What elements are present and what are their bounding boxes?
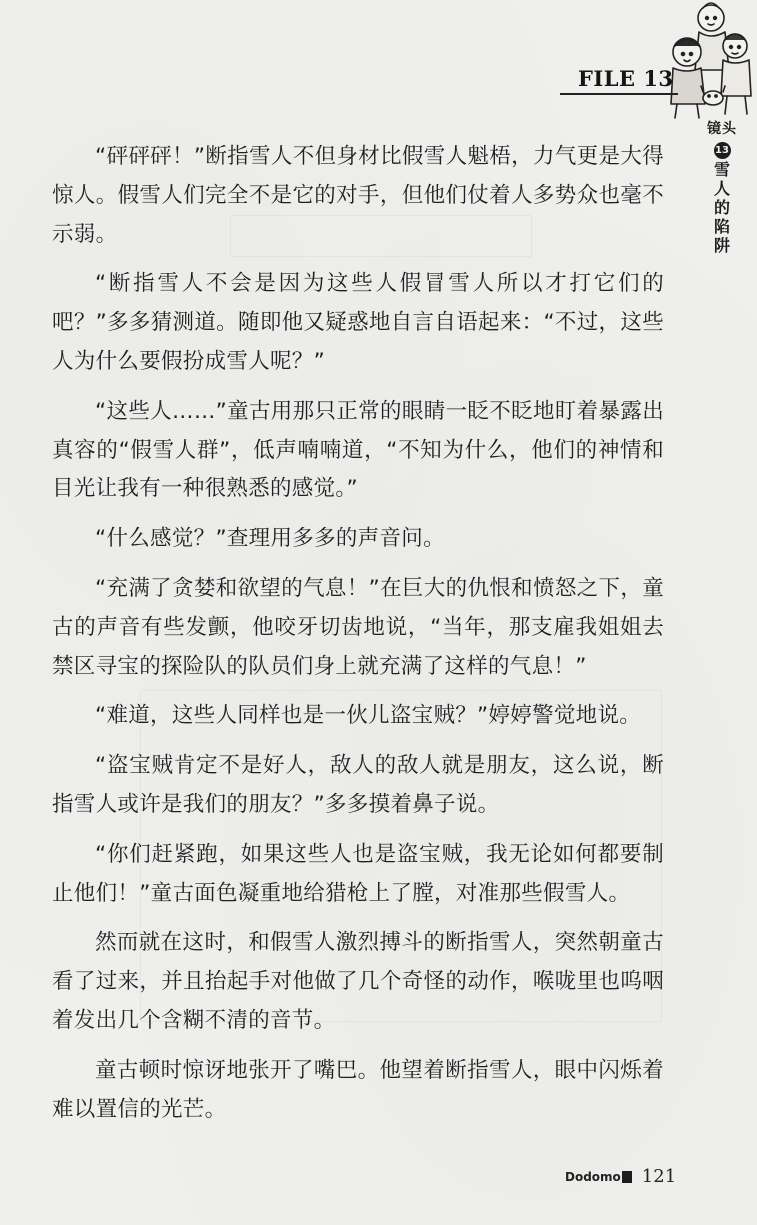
- page-number: 121: [641, 1166, 677, 1187]
- paragraph: “断指雪人不会是因为这些人假冒雪人所以才打它们的吧？”多多猜测道。随即他又疑惑地自言自语起来：“不过，这些人为什么要假扮成雪人呢？”: [52, 271, 664, 374]
- paragraph: “难道，这些人同样也是一伙儿盗宝贼？”婷婷警觉地说。: [95, 703, 642, 729]
- file-label: FILE 13: [578, 66, 674, 91]
- chapter-title-char: 的: [713, 198, 730, 217]
- chapter-title-char: 雪: [713, 160, 730, 179]
- body-text: [52, 138, 664, 1129]
- paragraph: “充满了贪婪和欲望的气息！”在巨大的仇恨和愤怒之下，童古的声音有些发颤，他咬牙切齿地说，“当年，那支雇我姐姐去禁区寻宝的探险队的队员们身上就充满了这样的气息！”: [52, 575, 664, 679]
- paragraph: 童古顿时惊讶地张开了嘴巴。他望着断指雪人，眼中闪烁着难以置信的光芒。: [52, 1057, 664, 1122]
- brand-mark: [565, 1170, 632, 1184]
- paragraph: “你们赶紧跑，如果这些人也是盗宝贼，我无论如何都要制止他们！”童古面色凝重地给猎枪上了膛，对准那些假雪人。: [52, 841, 664, 906]
- paragraph: 然而就在这时，和假雪人激烈搏斗的断指雪人，突然朝童古看了过来，并且抬起手对他做了几个奇怪的动作，喉咙里也呜咽着发出几个含糊不清的音节。: [52, 930, 664, 1033]
- paragraph: “什么感觉？”查理用多多的声音问。: [95, 526, 445, 552]
- paragraph: “砰砰砰！”断指雪人不但身材比假雪人魁梧，力气更是大得惊人。假雪人们完全不是它的对手，但他们仗着人多势众也毫不示弱。: [52, 144, 664, 247]
- chapter-title-char: 人: [713, 179, 730, 198]
- chapter-title-char: 阱: [713, 236, 730, 255]
- header-rule: [560, 93, 678, 95]
- paragraph: “盗宝贼肯定不是好人，敌人的敌人就是朋友，这么说，断指雪人或许是我们的朋友？”多多摸着鼻子说。: [52, 753, 664, 817]
- chapter-number-badge: 13: [714, 142, 731, 159]
- chapter-tag: [700, 118, 744, 255]
- brand-logo-icon: [622, 1171, 632, 1183]
- paragraph: “这些人……”童古用那只正常的眼睛一眨不眨地盯着暴露出真容的“假雪人群”，低声喃喃道，“不知为什么，他们的神情和目光让我有一种很熟悉的感觉。”: [52, 398, 664, 502]
- brand-name: Dodomo: [565, 1169, 621, 1184]
- cartoon-characters-illustration: [663, 0, 755, 122]
- chapter-prefix: 镜头: [707, 121, 737, 137]
- page-footer: [565, 1166, 676, 1187]
- chapter-title-char: 陷: [713, 217, 730, 236]
